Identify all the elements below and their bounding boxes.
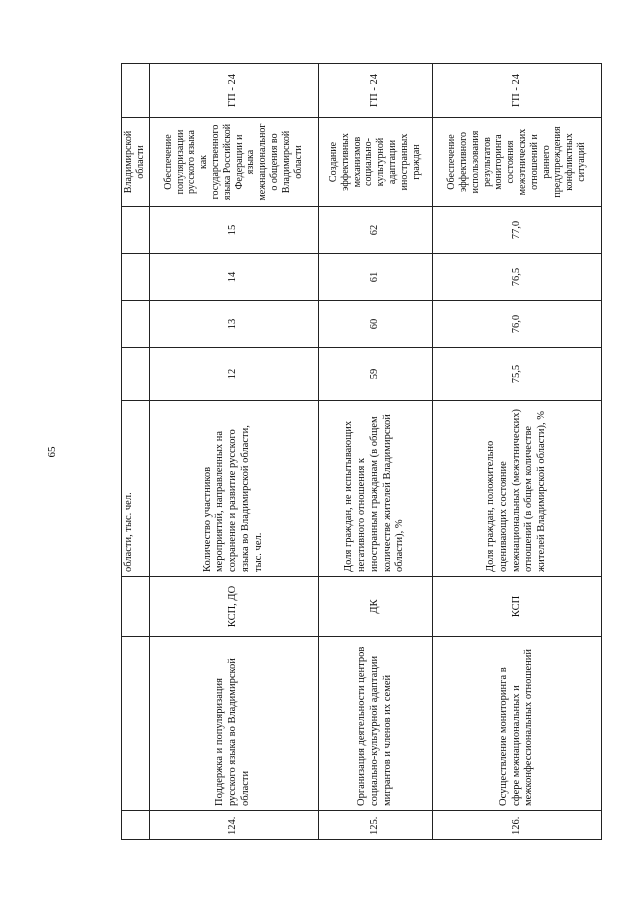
row-number: 124. [149,811,318,840]
value-2014: 61 [318,254,433,301]
row-number: 126. [433,811,602,840]
program-code: ГП - 24 [318,64,433,118]
program-code: ГП - 24 [149,64,318,118]
table-row [433,64,602,840]
executor: ДК [318,577,433,637]
cont-program-cell [122,64,150,118]
value-2013: 76,0 [433,301,602,348]
measure-name: Осуществление мониторинга в сфере межнациональных и межконфессиональных отношений [433,637,602,811]
measure-name: Организация деятельности центров социально-культурной адаптации мигрантов и членов их семей [318,637,433,811]
cont-result-cell: Владимирской области [122,118,150,207]
continuation-row [122,64,150,840]
value-2012: 59 [318,348,433,401]
cont-v14-cell [122,254,150,301]
cont-v13-cell [122,301,150,348]
value-2013: 60 [318,301,433,348]
cont-indicator-cell: области, тыс. чел. [122,401,150,577]
cont-num-cell [122,811,150,840]
rotated-table-wrapper [121,64,602,840]
cont-name-cell [122,637,150,811]
expected-result: Обеспечение эффективного использования результатов мониторинга состояния межэтнических отношений и раннего предупреждения конфликтных ситуаций [433,118,602,207]
indicator: Количество участников мероприятий, направленных на сохранение и развитие русского языка во Владимирской области, тыс. чел. [149,401,318,577]
row-number: 125. [318,811,433,840]
cont-v12-cell [122,348,150,401]
table-row [149,64,318,840]
indicator: Доля граждан, положительно оценивающих состояние межнациональных (межэтнических) отношений (в общем количестве жителей Владимирской области), % [433,401,602,577]
value-2015: 77,0 [433,207,602,254]
value-2014: 14 [149,254,318,301]
value-2015: 15 [149,207,318,254]
measures-table [121,63,602,840]
value-2015: 62 [318,207,433,254]
value-2013: 13 [149,301,318,348]
value-2012: 75,5 [433,348,602,401]
table-row [318,64,433,840]
executor: КСП, ДО [149,577,318,637]
program-code: ГП - 24 [433,64,602,118]
expected-result: Создание эффективных механизмов социально-культурной адаптации иностранных граждан [318,118,433,207]
cont-v15-cell [122,207,150,254]
cont-exec-cell [122,577,150,637]
indicator: Доля граждан, не испытывающих негативного отношения к иностранным гражданам (в общем количестве жителей Владимирской области), % [318,401,433,577]
value-2012: 12 [149,348,318,401]
expected-result: Обеспечение популяризации русского языка как государственного языка Российской Федерации и языка межнационального общения во Владимирской области [149,118,318,207]
executor: КСП [433,577,602,637]
page-number: 65 [46,446,58,458]
measure-name: Поддержка и популяризация русского языка во Владимирской области [149,637,318,811]
value-2014: 76,5 [433,254,602,301]
